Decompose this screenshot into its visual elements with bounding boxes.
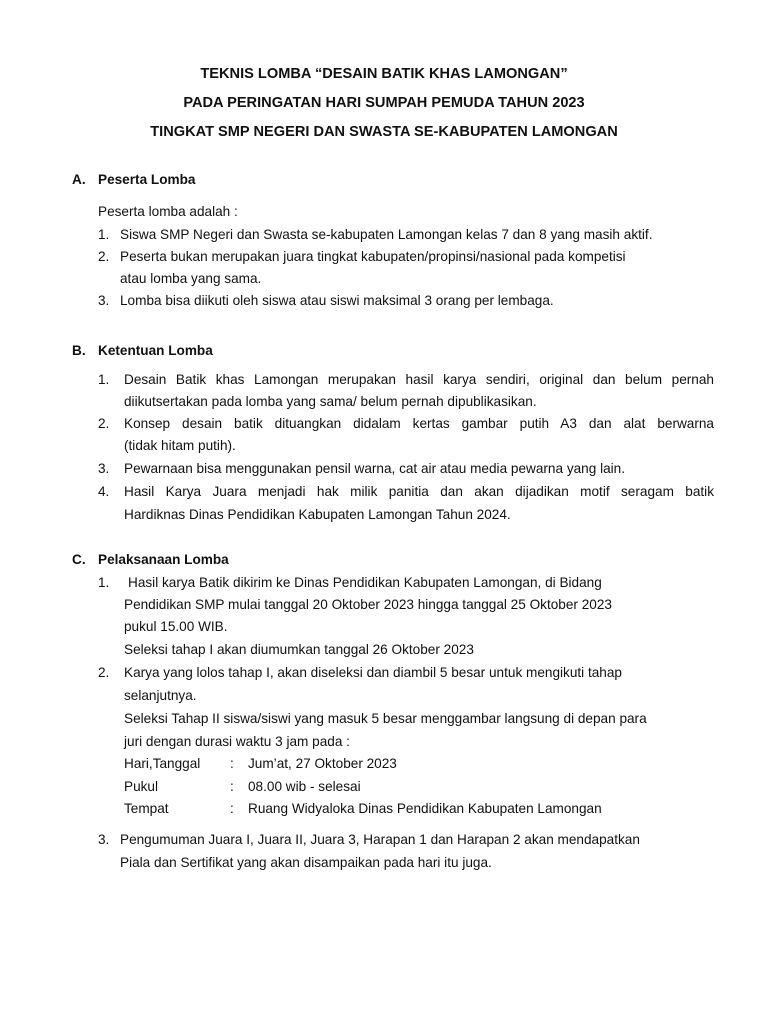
section-title: Ketentuan Lomba bbox=[98, 343, 213, 358]
schedule-separator: : bbox=[230, 801, 234, 816]
document-title bbox=[0, 60, 768, 147]
list-item-text: Seleksi tahap I akan diumumkan tanggal 26 Oktober 2023 bbox=[124, 642, 474, 657]
list-item-text: Hasil Karya Juara menjadi hak milik panitia dan akan dijadikan motif seragam batik bbox=[124, 484, 714, 499]
schedule-value: Ruang Widyaloka Dinas Pendidikan Kabupaten Lamongan bbox=[248, 801, 602, 816]
list-number: 3. bbox=[98, 293, 110, 308]
schedule-row-date bbox=[124, 753, 397, 776]
schedule-value: Jum’at, 27 Oktober 2023 bbox=[248, 756, 397, 771]
list-item-text: atau lomba yang sama. bbox=[120, 271, 262, 286]
list-item-text: Siswa SMP Negeri dan Swasta se-kabupaten Lamongan kelas 7 dan 8 yang masih aktif. bbox=[120, 227, 653, 242]
section-a-heading bbox=[72, 169, 195, 192]
section-letter: A. bbox=[72, 172, 86, 187]
section-letter: C. bbox=[72, 552, 86, 567]
section-c-heading bbox=[72, 549, 229, 572]
list-number: 2. bbox=[98, 249, 110, 264]
schedule-row-time bbox=[124, 776, 361, 799]
list-item-text: Pendidikan SMP mulai tanggal 20 Oktober 2023 hingga tanggal 25 Oktober 2023 bbox=[124, 597, 612, 612]
schedule-label: Pukul bbox=[124, 779, 159, 794]
section-title: Peserta Lomba bbox=[98, 172, 196, 187]
list-item-text: pukul 15.00 WIB. bbox=[124, 619, 228, 634]
section-b-heading bbox=[72, 340, 213, 363]
section-a-intro: Peserta lomba adalah : bbox=[98, 204, 238, 219]
schedule-separator: : bbox=[230, 779, 234, 794]
list-item-text: Seleksi Tahap II siswa/siswi yang masuk 5 besar menggambar langsung di depan para bbox=[124, 711, 647, 726]
list-number: 1. bbox=[98, 372, 110, 387]
list-item-text: diikutsertakan pada lomba yang sama/ belum pernah dipublikasikan. bbox=[124, 394, 537, 409]
list-number: 2. bbox=[98, 665, 110, 680]
title-line-3: TINGKAT SMP NEGERI DAN SWASTA SE-KABUPATEN LAMONGAN bbox=[150, 124, 618, 140]
list-item-text: Konsep desain batik dituangkan didalam kertas gambar putih A3 dan alat berwarna bbox=[124, 416, 714, 431]
list-item-text: Lomba bisa diikuti oleh siswa atau siswi maksimal 3 orang per lembaga. bbox=[120, 293, 554, 308]
schedule-separator: : bbox=[230, 756, 234, 771]
list-number: 3. bbox=[98, 832, 110, 847]
list-item-text: Desain Batik khas Lamongan merupakan hasil karya sendiri, original dan belum pernah bbox=[124, 372, 714, 387]
list-item-text: Pewarnaan bisa menggunakan pensil warna, cat air atau media pewarna yang lain. bbox=[124, 461, 626, 476]
list-item-text: Pengumuman Juara I, Juara II, Juara 3, Harapan 1 dan Harapan 2 akan mendapatkan bbox=[120, 832, 640, 847]
list-item-text: selanjutnya. bbox=[124, 688, 197, 703]
list-number: 3. bbox=[98, 461, 110, 476]
list-number: 2. bbox=[98, 416, 110, 431]
list-item-text: Hasil karya Batik dikirim ke Dinas Pendidikan Kabupaten Lamongan, di Bidang bbox=[128, 575, 602, 590]
list-number: 1. bbox=[98, 227, 110, 242]
schedule-label: Tempat bbox=[124, 801, 169, 816]
schedule-row-place bbox=[124, 798, 602, 821]
list-item-text: juri dengan durasi waktu 3 jam pada : bbox=[124, 734, 350, 749]
list-item-text: Piala dan Sertifikat yang akan disampaikan pada hari itu juga. bbox=[120, 855, 492, 870]
schedule-label: Hari,Tanggal bbox=[124, 756, 201, 771]
list-item-text: Karya yang lolos tahap I, akan diseleksi dan diambil 5 besar untuk mengikuti tahap bbox=[124, 665, 622, 680]
list-number: 4. bbox=[98, 484, 110, 499]
list-item-text: (tidak hitam putih). bbox=[124, 438, 236, 453]
schedule-value: 08.00 wib - selesai bbox=[248, 779, 361, 794]
section-title: Pelaksanaan Lomba bbox=[98, 552, 229, 567]
title-line-2: PADA PERINGATAN HARI SUMPAH PEMUDA TAHUN 2023 bbox=[183, 95, 585, 111]
section-letter: B. bbox=[72, 343, 86, 358]
list-item-text: Hardiknas Dinas Pendidikan Kabupaten Lamongan Tahun 2024. bbox=[124, 507, 511, 522]
title-line-1: TEKNIS LOMBA “DESAIN BATIK KHAS LAMONGAN” bbox=[200, 66, 568, 82]
list-item-text: Peserta bukan merupakan juara tingkat kabupaten/propinsi/nasional pada kompetisi bbox=[120, 249, 626, 264]
list-number: 1. bbox=[98, 575, 110, 590]
